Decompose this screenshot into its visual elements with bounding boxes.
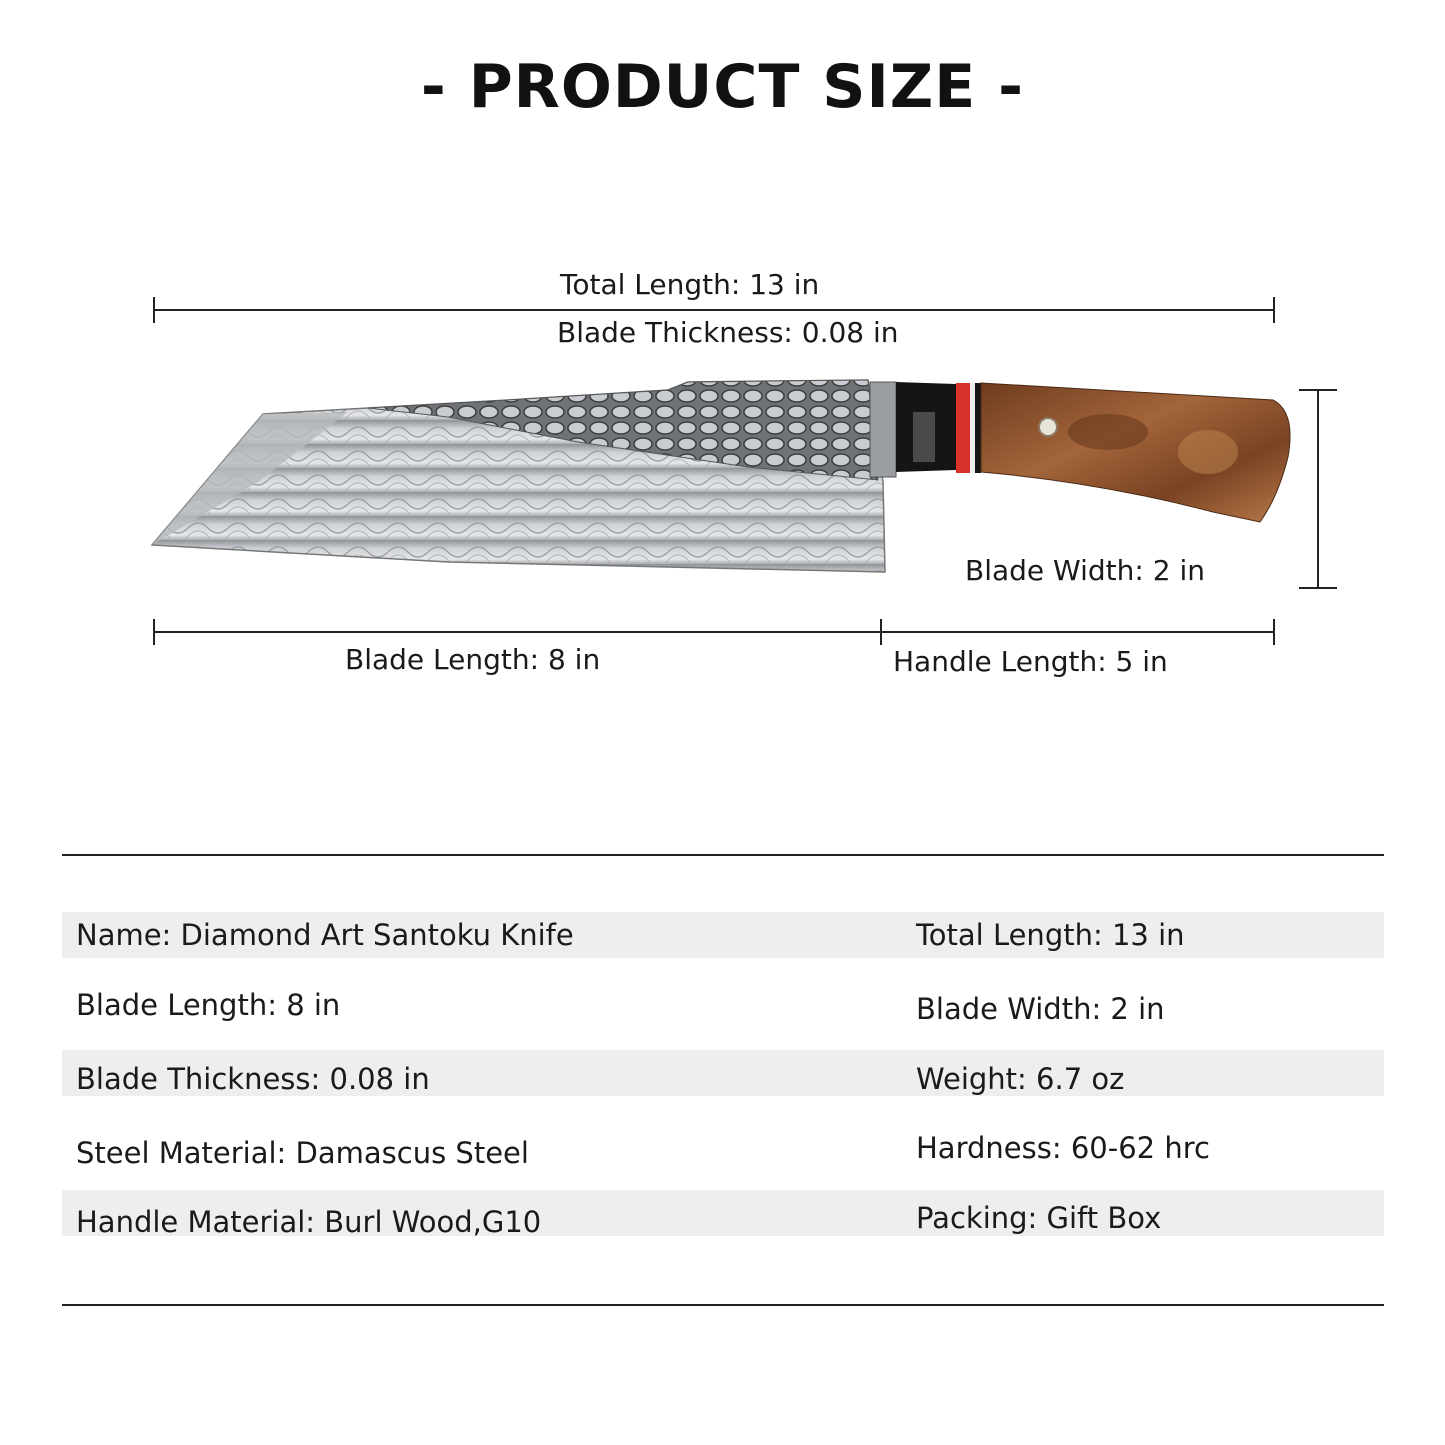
bolster	[870, 382, 896, 477]
spec-blade-width: Blade Width: 2 in	[916, 992, 1165, 1026]
spec-bottom-rule	[62, 1304, 1384, 1306]
total-length-line	[154, 309, 1274, 311]
spec-weight: Weight: 6.7 oz	[916, 1062, 1125, 1096]
length-tick-mid	[880, 619, 882, 645]
blade-length-label: Blade Length: 8 in	[345, 643, 601, 676]
blade-thickness-label: Blade Thickness: 0.08 in	[557, 316, 899, 349]
length-tick-left	[153, 619, 155, 645]
red-ring	[956, 383, 970, 473]
spec-total-length: Total Length: 13 in	[916, 918, 1185, 952]
blade-width-label: Blade Width: 2 in	[965, 554, 1205, 587]
handle-rivet	[1039, 418, 1057, 436]
length-tick-right	[1273, 619, 1275, 645]
length-line	[154, 631, 1274, 633]
blade-width-tick-top	[1299, 389, 1337, 391]
wood-handle	[981, 383, 1290, 522]
total-length-label: Total Length: 13 in	[560, 268, 820, 301]
total-length-tick-right	[1273, 297, 1275, 323]
spec-name: Name: Diamond Art Santoku Knife	[76, 918, 574, 952]
spec-blade-thickness: Blade Thickness: 0.08 in	[76, 1062, 430, 1096]
blade-width-tick-bottom	[1299, 587, 1337, 589]
page-title: - PRODUCT SIZE -	[420, 52, 1025, 122]
total-length-tick-left	[153, 297, 155, 323]
spec-top-rule	[62, 854, 1384, 856]
handle-length-label: Handle Length: 5 in	[893, 645, 1168, 678]
spec-handle-material: Handle Material: Burl Wood,G10	[76, 1205, 542, 1239]
blade-width-line	[1317, 390, 1319, 588]
spec-steel-material: Steel Material: Damascus Steel	[76, 1136, 529, 1170]
spec-packing: Packing: Gift Box	[916, 1201, 1162, 1235]
spec-hardness: Hardness: 60-62 hrc	[916, 1131, 1210, 1165]
spec-blade-length: Blade Length: 8 in	[76, 988, 341, 1022]
